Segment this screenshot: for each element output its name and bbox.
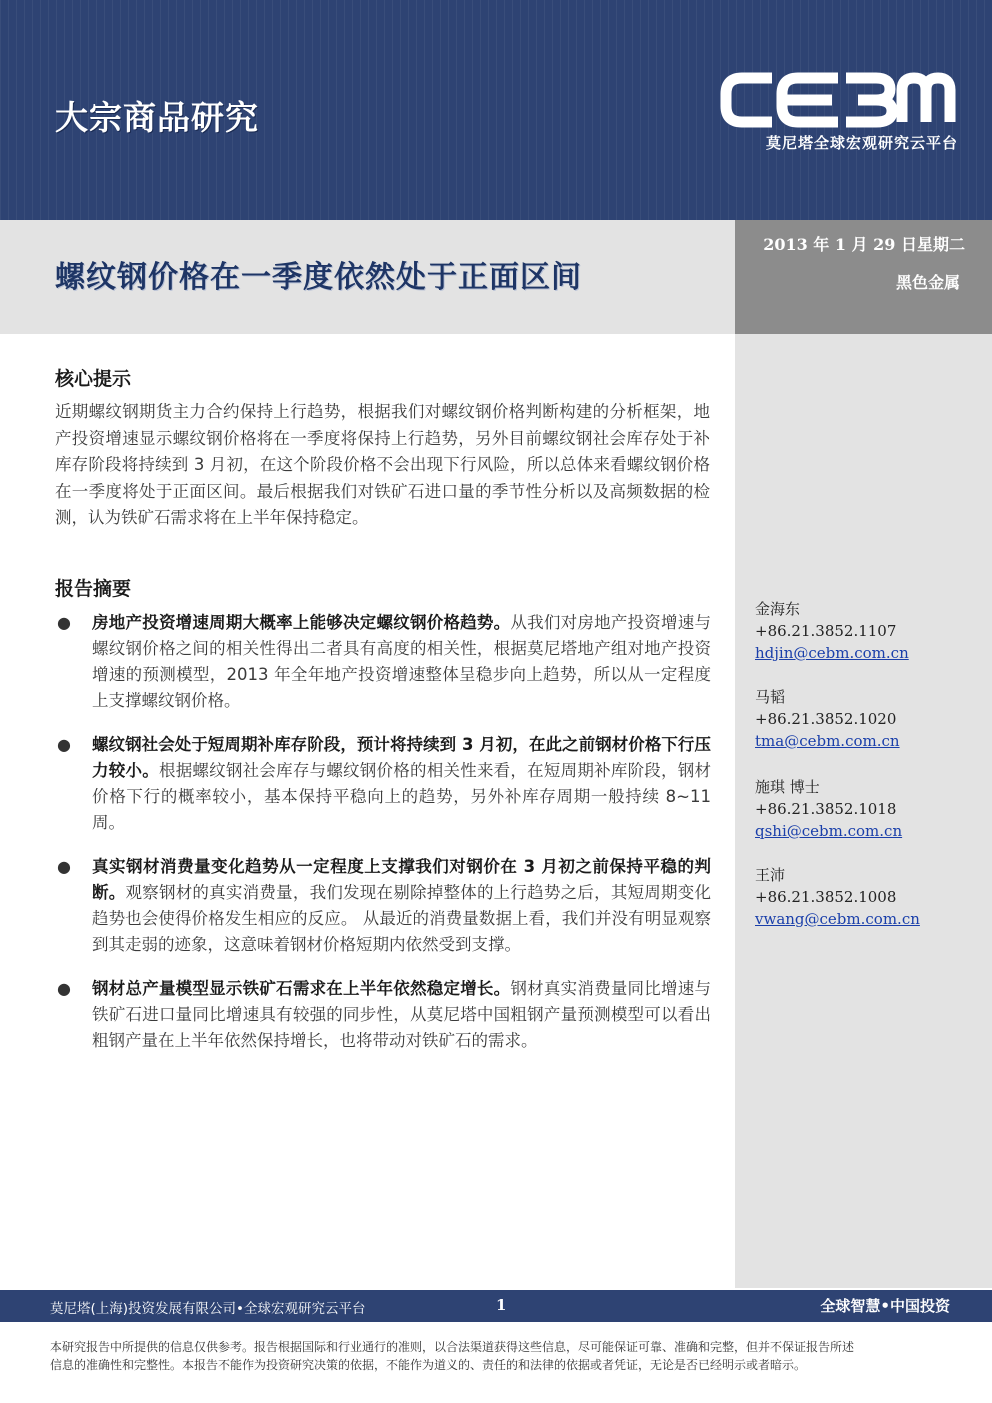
abstract-item — [55, 976, 711, 1054]
analyst-email-link[interactable]: vwang@cebm.com.cn — [755, 910, 920, 928]
analyst-email-link[interactable]: tma@cebm.com.cn — [755, 732, 900, 750]
disclaimer-line: 信息的准确性和完整性。本报告不能作为投资研究决策的依据，不能作为道义的、责任的和法律的依据或者凭证，无论是否已经明示或者暗示。 — [50, 1358, 807, 1372]
bullet-dot: ● — [57, 857, 71, 876]
abstract-list — [55, 610, 711, 1072]
analyst-name: 金海东 — [755, 600, 801, 618]
cebm-logo-mark — [720, 72, 960, 128]
analyst-phone: +86.21.3852.1008 — [755, 888, 897, 906]
report-title: 螺纹钢价格在一季度依然处于正面区间 — [55, 260, 582, 295]
report-sector: 黑色金属 — [895, 273, 960, 292]
analyst-name: 施琪 博士 — [755, 778, 820, 796]
bullet-dot: ● — [57, 735, 71, 754]
footer-slogan: 全球智慧•中国投资 — [820, 1297, 950, 1315]
abstract-heading: 报告摘要 — [55, 578, 132, 600]
abstract-item — [55, 732, 711, 836]
abstract-item-lead: 钢材总产量模型显示铁矿石需求在上半年依然稳定增长。 — [92, 979, 511, 998]
core-summary: 近期螺纹钢期货主力合约保持上行趋势，根据我们对螺纹钢价格判断构建的分析框架，地产投资增速显示螺纹钢价格将在一季度将保持上行趋势，另外目前螺纹钢社会库存处于补库存阶段将持续到 3 月初，在这个阶段价格不会出现下行风险，所以总体来看螺纹钢价格在一季度将处于正面区间。最后根据我们对铁矿石进口量的季节性分析以及高频数据的检测，认为铁矿石需求将在上半年保持稳定。 — [55, 402, 710, 527]
analyst-contact — [755, 776, 902, 842]
analyst-contact — [755, 686, 900, 752]
series-title: 大宗商品研究 — [55, 98, 259, 137]
bullet-dot: ● — [57, 613, 71, 632]
abstract-item-body: 钢材真实消费量同比增速与铁矿石进口量同比增速具有较强的同步性，从莫尼塔中国粗钢产量预测模型可以看出粗钢产量在上半年依然保持增长，也将带动对铁矿石的需求。 — [92, 979, 712, 1050]
analyst-phone: +86.21.3852.1107 — [755, 622, 897, 640]
disclaimer-line: 本研究报告中所提供的信息仅供参考。报告根据国际和行业通行的准则，以合法渠道获得这些信息，尽可能保证可靠、准确和完整，但并不保证报告所述 — [50, 1340, 855, 1354]
cebm-logo — [720, 72, 960, 162]
analyst-contact — [755, 598, 909, 664]
abstract-item-lead: 真实钢材消费量变化趋势从一定程度上支撑我们对钢价在 3 月初之前保持平稳的判断。 — [92, 857, 711, 902]
abstract-item-lead: 螺纹钢社会处于短周期补库存阶段，预计将持续到 3 月初，在此之前钢材价格下行压力较小。 — [92, 735, 711, 780]
abstract-item — [55, 610, 711, 714]
core-heading: 核心提示 — [55, 368, 132, 390]
bullet-dot: ● — [57, 979, 71, 998]
abstract-item — [55, 854, 711, 958]
logo-tagline: 莫尼塔全球宏观研究云平台 — [765, 134, 958, 152]
analyst-contact — [755, 864, 920, 930]
abstract-item-body: 根据螺纹钢社会库存与螺纹钢价格的相关性来看，在短周期补库阶段，钢材价格下行的概率较小，基本保持平稳向上的趋势，另外补库存周期一般持续 8~11 周。 — [92, 761, 712, 832]
analyst-name: 王沛 — [755, 866, 786, 884]
abstract-item-body: 从我们对房地产投资增速与螺纹钢价格之间的相关性得出二者具有高度的相关性，根据莫尼塔地产组对地产投资增速的预测模型，2013 年全年地产投资增速整体呈稳步向上趋势，所以从一定程度上支撑螺纹钢价格。 — [92, 613, 712, 710]
abstract-item-body: 观察钢材的真实消费量，我们发现在剔除掉整体的上行趋势之后，其短周期变化趋势也会使得价格发生相应的反应。 从最近的消费量数据上看，我们并没有明显观察到其走弱的迹象，这意味着钢材价格短期内依然受到支撑。 — [92, 883, 712, 954]
footer-company: 莫尼塔(上海)投资发展有限公司•全球宏观研究云平台 — [50, 1301, 366, 1317]
analyst-email-link[interactable]: qshi@cebm.com.cn — [755, 822, 903, 840]
analyst-phone: +86.21.3852.1020 — [755, 710, 897, 728]
analyst-name: 马韬 — [755, 688, 786, 706]
page-number: 1 — [496, 1296, 507, 1314]
analyst-phone: +86.21.3852.1018 — [755, 800, 897, 818]
report-date: 2013 年 1 月 29 日星期二 — [763, 235, 965, 254]
analyst-email-link[interactable]: hdjin@cebm.com.cn — [755, 644, 909, 662]
disclaimer — [50, 1338, 940, 1374]
abstract-item-lead: 房地产投资增速周期大概率上能够决定螺纹钢价格趋势。 — [92, 613, 511, 632]
